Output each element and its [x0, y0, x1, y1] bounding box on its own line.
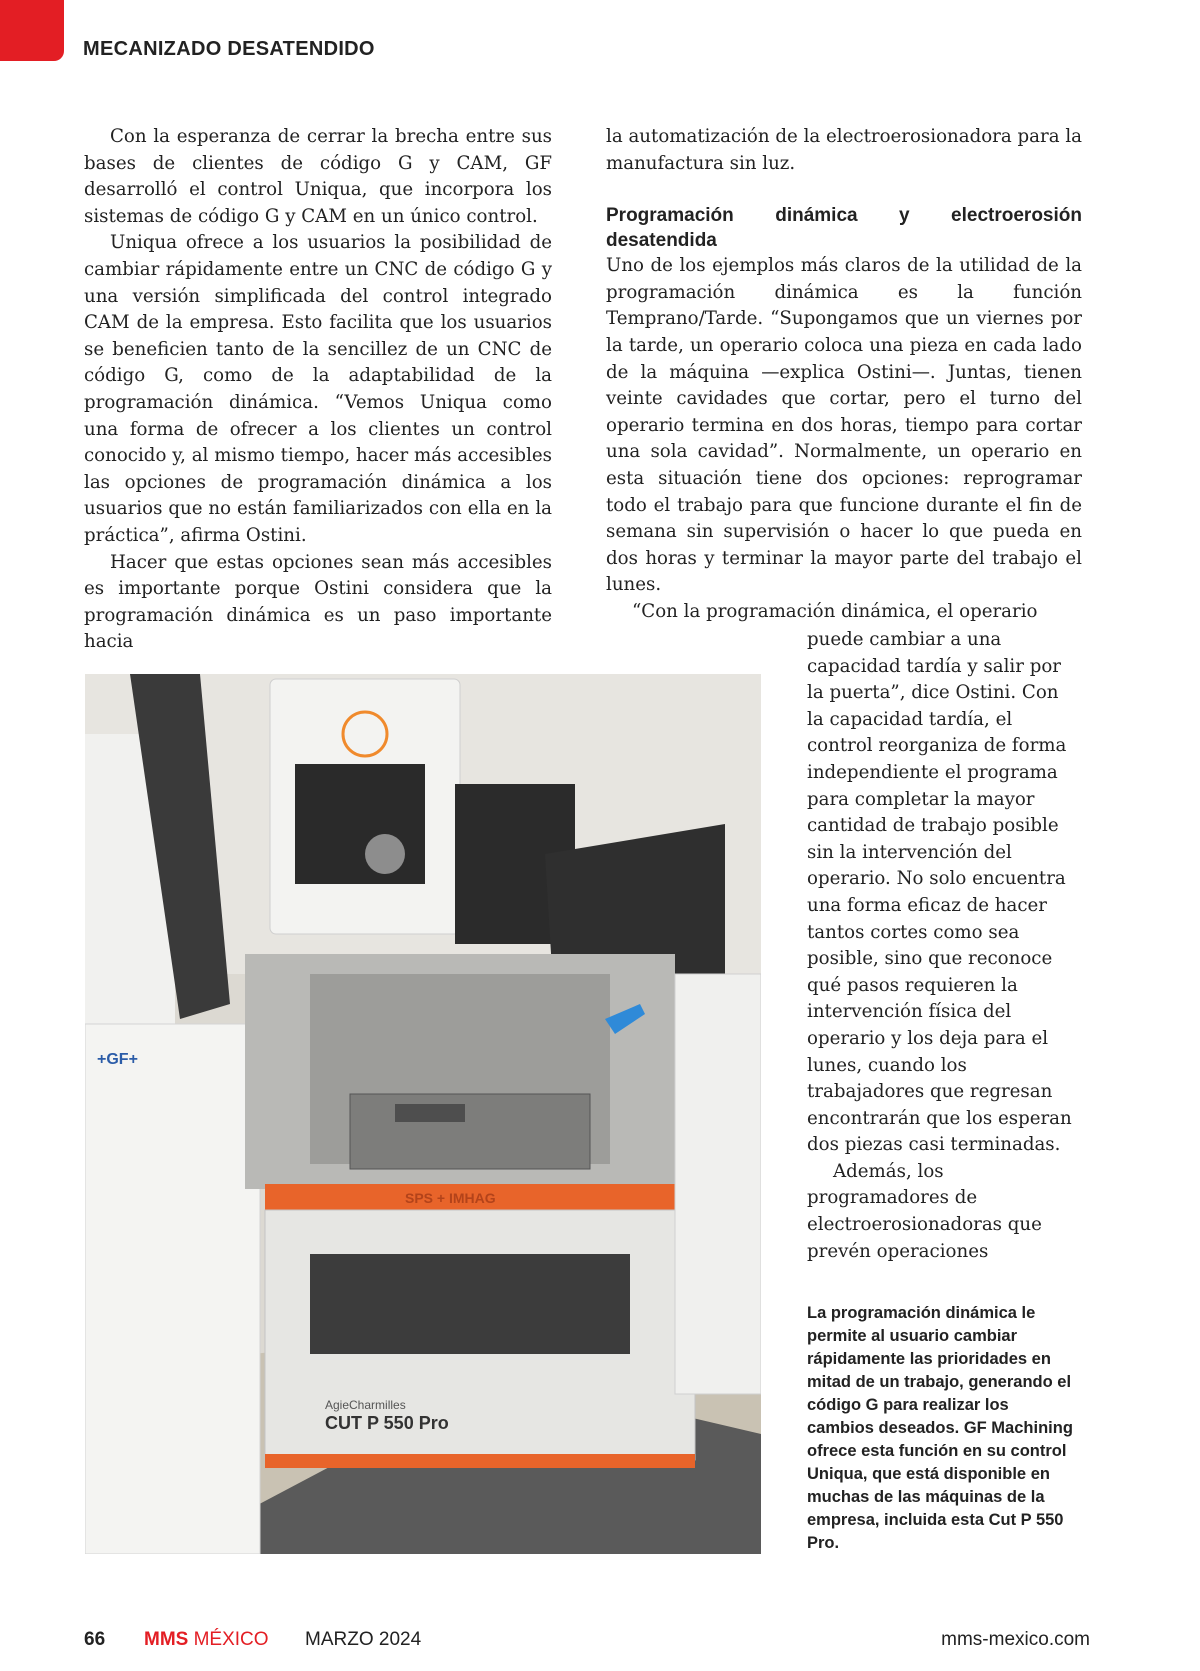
gf-logo: +GF+ [97, 1051, 138, 1068]
website-link[interactable]: mms-mexico.com [941, 1629, 1090, 1650]
quote-start: “Con la programación dinámica, el operario [632, 600, 1038, 622]
page-number: 66 [84, 1629, 106, 1650]
left-column [84, 124, 552, 656]
wrap-column [807, 627, 1079, 1265]
corner-tab [0, 0, 64, 61]
section-header: MECANIZADO DESATENDIDO [83, 38, 375, 60]
right-column [606, 124, 1082, 626]
publication-brand [144, 1629, 269, 1651]
brand-mexico: MÉXICO [193, 1629, 269, 1650]
machine-sublabel: AgieCharmilles [325, 1398, 406, 1412]
subheading: Programación dinámica y electroerosión desatendida [606, 205, 1082, 252]
paragraph: Además, los programadores de electroerosionadoras que prevén operaciones [807, 1160, 1042, 1262]
paragraph: Uniqua ofrece a los usuarios la posibilidad de cambiar rápidamente entre un CNC de código G y una versión simplificada del control integrado CAM de la empresa. Esto facilita que los usuarios se beneficien tanto de la sencillez de un CNC de código G, como de la adaptabilidad de la programación dinámica. “Vemos Uniqua como una forma de ofrecer a los clientes un control conocido y, al mismo tiempo, hacer más accesibles las opciones de programación dinámica a los usuarios que no están familiarizados con ella en la práctica”, afirma Ostini. [84, 232, 552, 546]
issue-date: MARZO 2024 [305, 1629, 422, 1650]
rail-label: SPS + IMHAG [405, 1190, 496, 1206]
paragraph-continuation: la automatización de la electroerosionadora para la manufactura sin luz. [606, 126, 1082, 174]
machine-model-label: CUT P 550 Pro [325, 1413, 449, 1433]
paragraph: Hacer que estas opciones sean más accesibles es importante porque Ostini considera que la programación dinámica es un paso importante hacia [84, 551, 552, 653]
paragraph: Con la esperanza de cerrar la brecha entre sus bases de clientes de código G y CAM, GF desarrolló el control Uniqua, que incorpora los sistemas de código G y CAM en un único control. [84, 126, 552, 227]
photo-caption: La programación dinámica le permite al usuario cambiar rápidamente las prioridades en mitad de un trabajo, generando el código G para realizar los cambios deseados. GF Machining ofrece esta función en su control Uniqua, que está disponible en muchas de las máquinas de la empresa, incluida esta Cut P 550 Pro. [807, 1304, 1073, 1552]
machine-illustration [85, 674, 761, 1554]
paragraph: Uno de los ejemplos más claros de la utilidad de la programación dinámica es la función Temprano/Tarde. “Supongamos que un viernes por la tarde, un operario coloca una pieza en cada lado de la máquina —explica Ostini—. Juntas, tienen veinte cavidades que cortar, pero el turno del operario termina en dos horas, tiempo para cortar una sola cavidad”. Normalmente, un operario en esta situación tiene dos opciones: reprogramar todo el trabajo para que funcione durante el fin de semana sin supervisión o hacer lo que pueda en dos horas y terminar la mayor parte del trabajo el lunes. [606, 255, 1082, 596]
paragraph: puede cambiar a una capacidad tardía y salir por la puerta”, dice Ostini. Con la capacidad tardía, el control reorganiza de forma independiente el programa para completar la mayor cantidad de trabajo posible sin la intervención del operario. No solo encuentra una forma eficaz de hacer tantos cortes como sea posible, sino que reconoce qué pasos requieren la intervención física del operario y los deja para el lunes, cuando los trabajadores que regresan encontrarán que los esperan dos piezas casi terminadas. [807, 629, 1072, 1156]
machine-photo [85, 674, 761, 1554]
brand-mms: MMS [144, 1629, 189, 1650]
